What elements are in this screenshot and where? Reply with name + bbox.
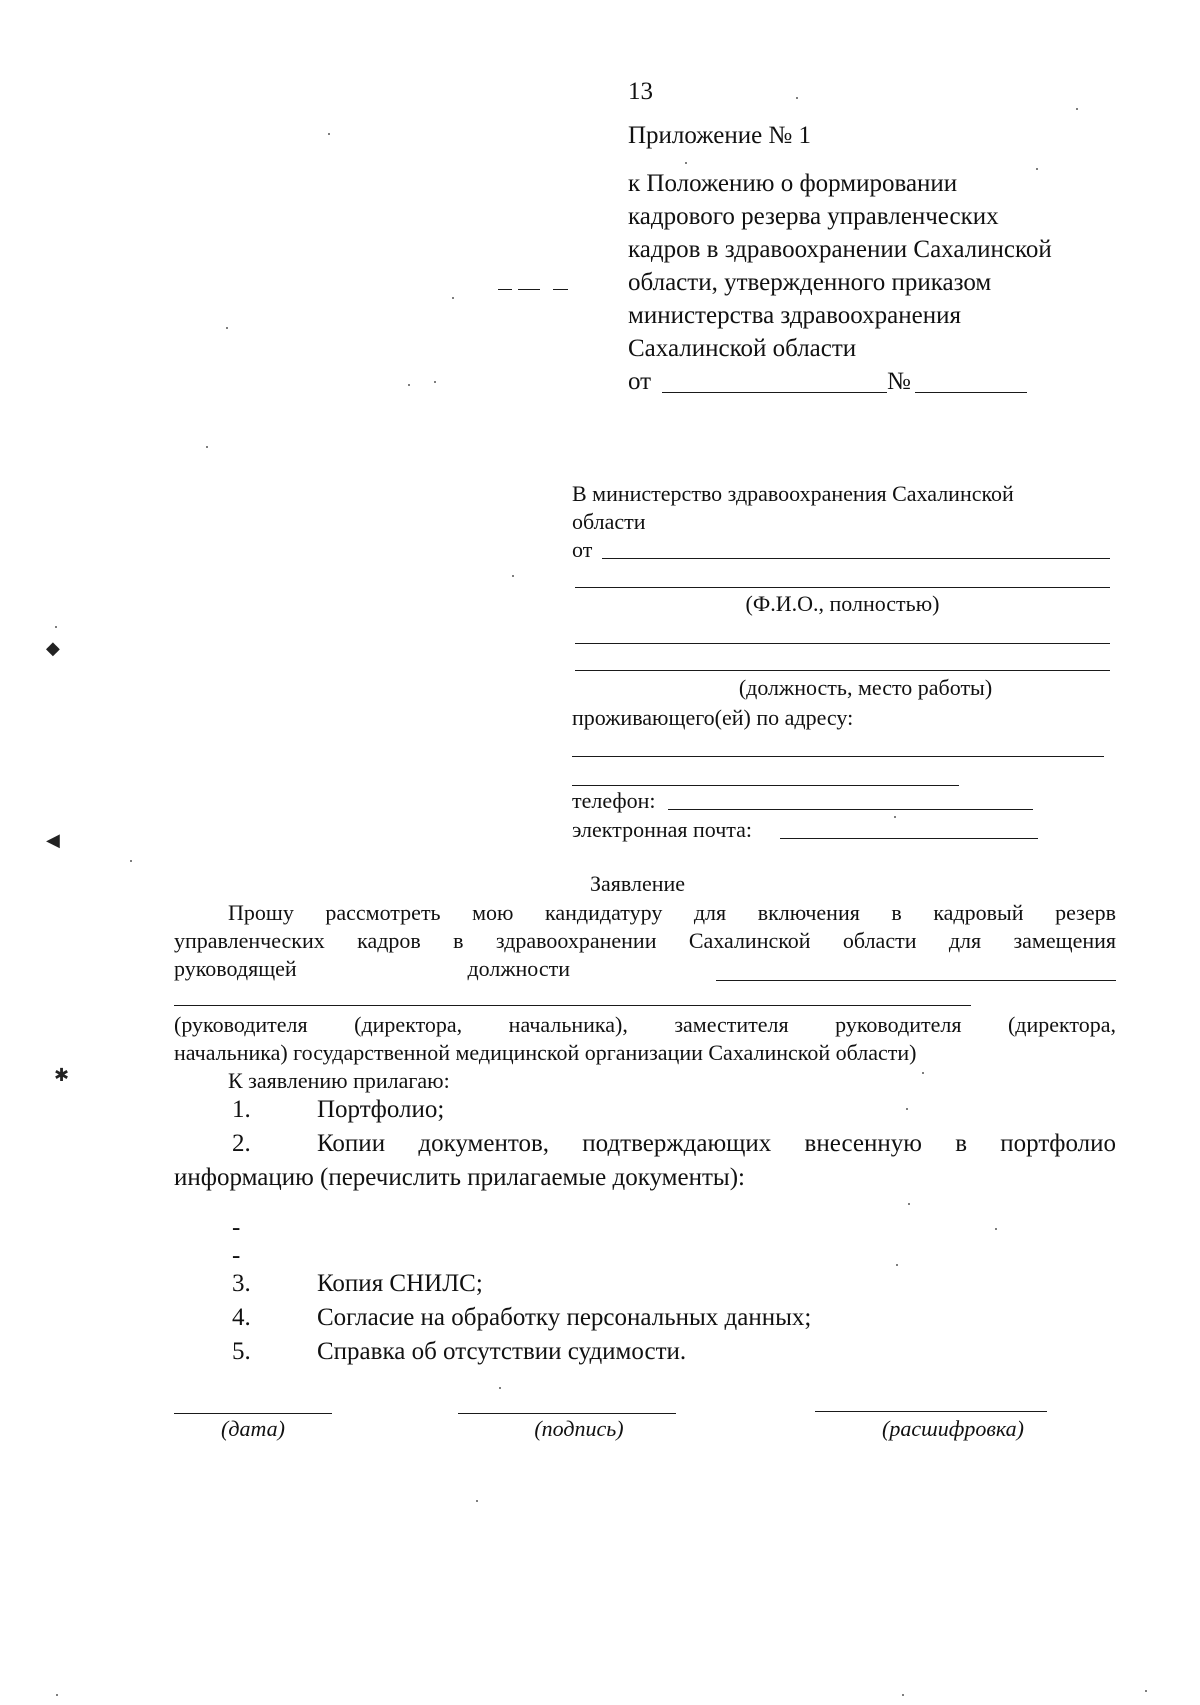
statement-title: Заявление [590, 871, 686, 896]
appendix-title: Приложение № 1 [628, 122, 812, 149]
decoding-line [815, 1411, 1047, 1412]
number-blank-line [915, 392, 1027, 393]
list-item: Справка об отсутствии судимости. [317, 1338, 687, 1365]
decoding-caption: (расшифровка) [882, 1416, 1024, 1441]
list-item-dash: - [232, 1242, 241, 1269]
scan-speck [452, 297, 454, 299]
list-item: Копии документов, подтверждающих внесенную в портфолио [317, 1130, 1116, 1157]
fio-blank-line [602, 558, 1110, 559]
fio-caption: (Ф.И.О., полностью) [745, 591, 940, 616]
scan-speck [1036, 168, 1038, 170]
punch-mark-icon: ✱ [54, 1065, 70, 1085]
appendix-line: кадров в здравоохранении Сахалинской [628, 236, 1052, 263]
scan-speck [1076, 108, 1078, 110]
scan-speck [894, 816, 896, 818]
scan-speck [512, 575, 514, 577]
phone-blank-line [668, 809, 1033, 810]
scan-speck [908, 1203, 910, 1205]
statement-line5: начальника) государственной медицинской организации Сахалинской области) [174, 1040, 917, 1065]
scan-speck [56, 1694, 58, 1696]
scan-speck [226, 327, 228, 329]
scan-speck [55, 626, 57, 628]
appendix-line: министерства здравоохранения [628, 302, 961, 329]
statement-line1: Прошу рассмотреть мою кандидатуру для включения в кадровый резерв [228, 900, 1116, 925]
list-item: Копия СНИЛС; [317, 1270, 483, 1297]
address-blank-line [572, 756, 1104, 757]
attach-intro: К заявлению прилагаю: [228, 1068, 450, 1093]
list-item-number: 2. [232, 1130, 251, 1157]
scan-speck [906, 1108, 908, 1110]
list-item: Портфолио; [317, 1096, 445, 1123]
position-blank-line [575, 643, 1110, 644]
scan-artifact [498, 289, 512, 290]
scan-speck [206, 446, 208, 448]
fio-blank-line-2 [575, 587, 1110, 588]
scan-speck [130, 860, 132, 862]
address-blank-line-2 [572, 785, 959, 786]
list-item-number: 4. [232, 1304, 251, 1331]
addressee-line1: В министерство здравоохранения Сахалинской [572, 481, 1014, 506]
list-item-continuation: информацию (перечислить прилагаемые документы): [174, 1164, 745, 1191]
list-item-number: 5. [232, 1338, 251, 1365]
phone-label: телефон: [572, 788, 656, 813]
date-signature-line [174, 1413, 332, 1414]
email-blank-line [780, 838, 1038, 839]
scan-speck [685, 162, 687, 164]
punch-mark-icon: ◆ [46, 638, 60, 658]
scan-speck [922, 1072, 924, 1074]
scan-artifact [553, 289, 568, 290]
list-item-dash: - [232, 1214, 241, 1241]
signature-line [458, 1413, 676, 1414]
addressee-from-label: от [572, 537, 593, 562]
signature-caption: (подпись) [534, 1416, 624, 1441]
list-item-number: 1. [232, 1096, 251, 1123]
scan-speck [896, 1264, 898, 1266]
date-caption: (дата) [221, 1416, 285, 1441]
position-name-blank-line-2 [174, 1005, 971, 1006]
scan-speck [476, 1500, 478, 1502]
statement-line4: (руководителя (директора, начальника), заместителя руководителя (директора, [174, 1012, 1116, 1037]
statement-line3: руководящей должности [174, 956, 570, 981]
scan-artifact [518, 289, 540, 290]
number-sign: № [887, 368, 911, 395]
appendix-line: к Положению о формировании [628, 170, 958, 197]
scan-speck [902, 1694, 904, 1696]
appendix-line: Сахалинской области [628, 335, 857, 362]
scan-speck [796, 97, 798, 99]
date-blank-line [662, 392, 887, 393]
page-number: 13 [628, 78, 653, 105]
email-label: электронная почта: [572, 817, 753, 842]
addressee-line2: области [572, 509, 646, 534]
scan-speck [328, 133, 330, 135]
punch-mark-icon: ◀ [46, 830, 60, 850]
appendix-line: кадрового резерва управленческих [628, 203, 999, 230]
appendix-line: области, утвержденного приказом [628, 269, 992, 296]
scan-speck [995, 1228, 997, 1230]
position-caption: (должность, место работы) [738, 675, 993, 700]
list-item-number: 3. [232, 1270, 251, 1297]
scan-speck [1145, 1690, 1147, 1692]
scan-speck [499, 1387, 501, 1389]
scan-speck [408, 384, 410, 386]
scan-speck [434, 381, 436, 383]
address-label: проживающего(ей) по адресу: [572, 705, 854, 730]
statement-line2: управленческих кадров в здравоохранении Сахалинской области для замещения [174, 928, 1116, 953]
position-blank-line-2 [575, 670, 1110, 671]
position-name-blank-line [716, 980, 1116, 981]
list-item: Согласие на обработку персональных данных; [317, 1304, 812, 1331]
appendix-from-label: от [628, 368, 652, 395]
